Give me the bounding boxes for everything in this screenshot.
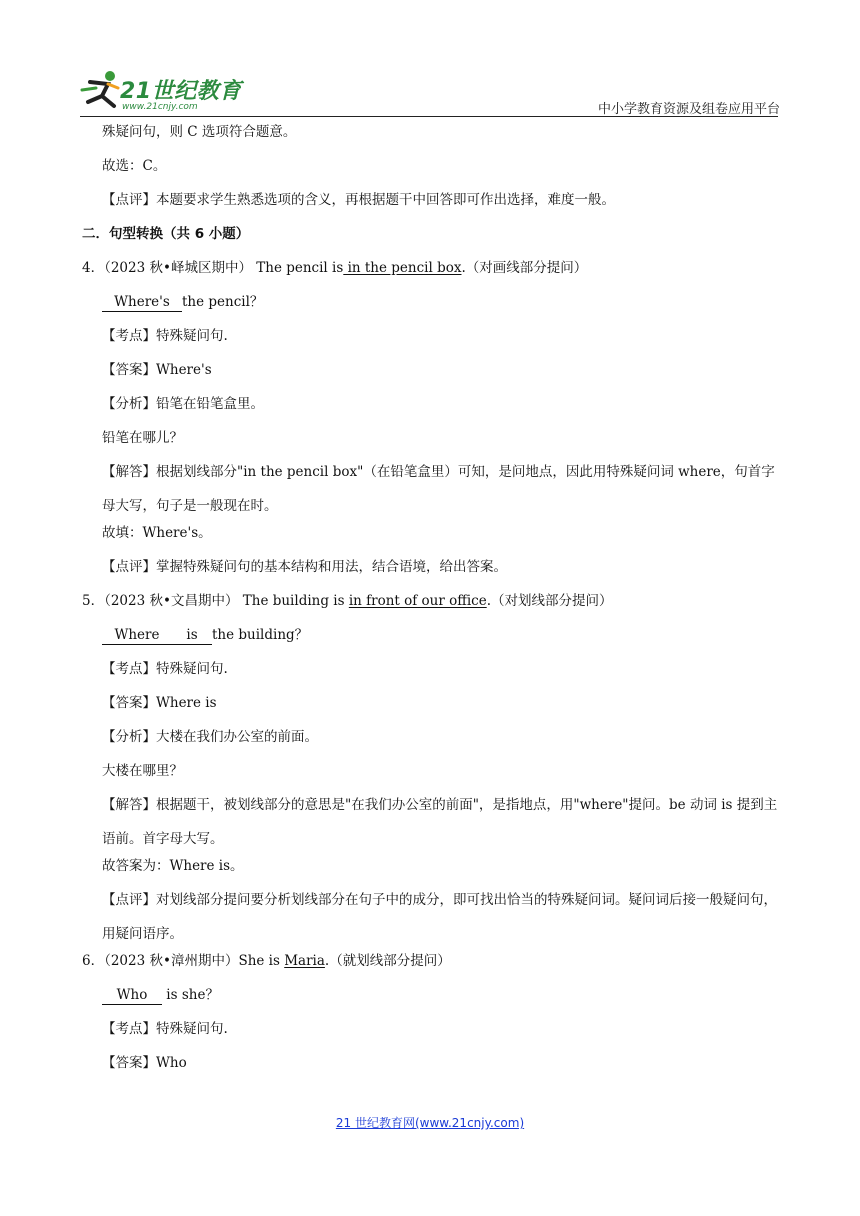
- daan: 【答案】Where's: [102, 362, 212, 378]
- dianping: 【点评】掌握特殊疑问句的基本结构和用法，结合语境，给出答案。: [102, 559, 507, 575]
- translation: 铅笔在哪儿？: [102, 430, 183, 446]
- logo-url: www.21cnjy.com: [122, 102, 198, 112]
- text-line: 故选：C。: [102, 158, 167, 174]
- answer-line: Where is the building？: [82, 625, 782, 659]
- answer-blank: Where's: [102, 294, 182, 312]
- gudaan: 故答案为：Where is。: [102, 858, 244, 874]
- jieda: 【解答】根据划线部分"in the pencil box"（在铅笔盒里）可知，是问地点，因此用特殊疑问词 where，句首字母大写，句子是一般现在时。: [102, 464, 775, 514]
- underlined-phrase: in front of our office: [348, 593, 487, 609]
- runner-logo-icon: [80, 68, 124, 110]
- dianping: 【点评】对划线部分提问要分析划线部分在句子中的成分，即可找出恰当的特殊疑问词。疑问词后接一般疑问句，用疑问语序。: [102, 892, 777, 942]
- fenxi: 【分析】铅笔在铅笔盒里。: [102, 396, 264, 412]
- text-line: 殊疑问句，则 C 选项符合题意。: [102, 124, 297, 140]
- header-divider: [80, 116, 778, 117]
- document-body: [82, 122, 782, 1087]
- question-4: 4．（2023 秋•峄城区期中） The pencil is in the pencil box.（对画线部分提问）: [82, 260, 588, 276]
- text-line: 【点评】本题要求学生熟悉选项的含义，再根据题干中回答即可作出选择，难度一般。: [102, 192, 615, 208]
- underlined-phrase: in the pencil box: [343, 260, 462, 276]
- daan: 【答案】Who: [102, 1055, 187, 1071]
- question-6: 6．（2023 秋•漳州期中）She is Maria.（就划线部分提问）: [82, 953, 451, 969]
- kaodian: 【考点】特殊疑问句.: [102, 1021, 228, 1037]
- translation: 大楼在哪里？: [102, 763, 183, 779]
- site-logo[interactable]: [80, 68, 260, 118]
- jieda: 【解答】根据题干，被划线部分的意思是"在我们办公室的前面"，是指地点，用"where"提问。be 动词 is 提到主语前。首字母大写。: [102, 797, 778, 847]
- kaodian: 【考点】特殊疑问句.: [102, 661, 228, 677]
- page-header: [80, 62, 780, 118]
- answer-blank: is: [172, 627, 212, 645]
- answer-blank: Who: [102, 987, 162, 1005]
- underlined-phrase: Maria: [284, 953, 325, 969]
- footer-link[interactable]: 21 世纪教育网(www.21cnjy.com): [335, 1116, 525, 1130]
- logo-text: 21世纪教育: [120, 79, 242, 104]
- platform-title: 中小学教育资源及组卷应用平台: [597, 102, 780, 117]
- page-footer: [0, 1112, 860, 1131]
- answer-blank: Where: [102, 627, 172, 645]
- daan: 【答案】Where is: [102, 695, 217, 711]
- section-title: 二．句型转换（共 6 小题）: [82, 226, 250, 242]
- answer-line: Where's the pencil？: [82, 292, 782, 326]
- question-5: 5．（2023 秋•文昌期中） The building is in front of our office.（对划线部分提问）: [82, 593, 613, 609]
- fenxi: 【分析】大楼在我们办公室的前面。: [102, 729, 318, 745]
- answer-line: Who is she？: [82, 985, 782, 1019]
- kaodian: 【考点】特殊疑问句.: [102, 328, 228, 344]
- gutian: 故填：Where's。: [102, 525, 212, 541]
